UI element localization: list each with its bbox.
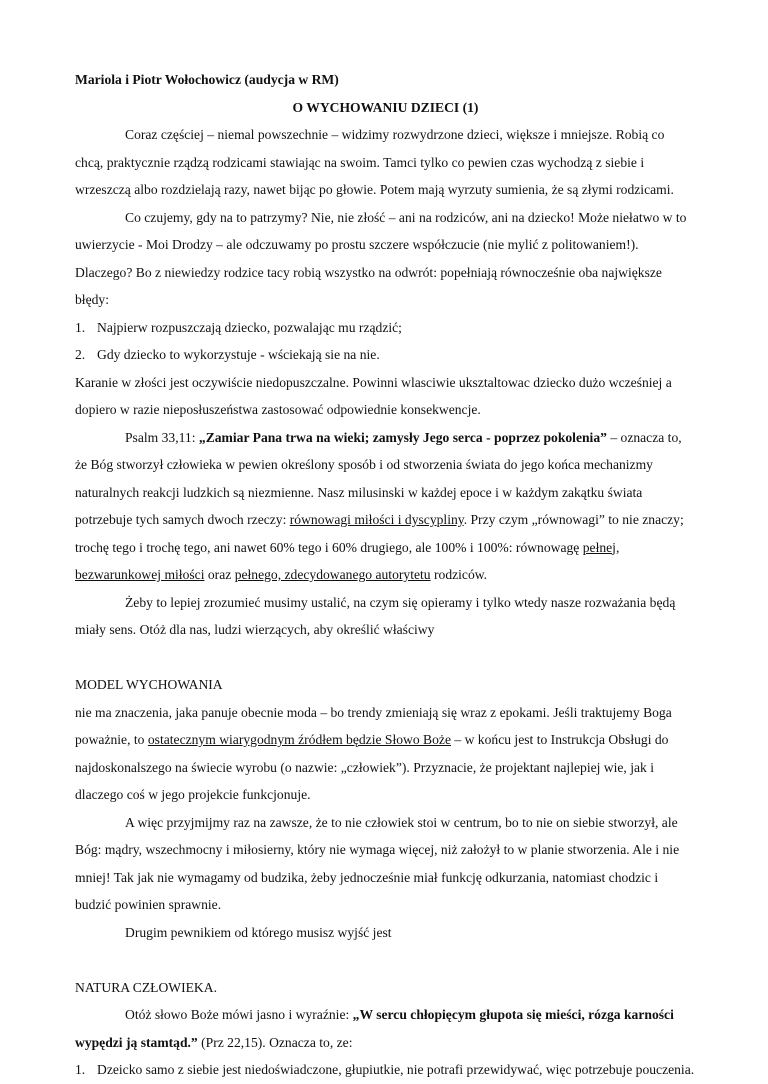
- list-text: Gdy dziecko to wykorzystuje - wściekają sie na nie.: [97, 347, 380, 362]
- list-text: Dzeicko samo z siebie jest niedoświadczone, głupiutkie, nie potrafi przewidywać, więc potrzebuje pouczenia.: [97, 1062, 695, 1077]
- list-item: [75, 1056, 696, 1084]
- list-number: 1.: [75, 1062, 86, 1077]
- spacer: [75, 946, 696, 974]
- paragraph-2: Co czujemy, gdy na to patrzymy? Nie, nie złość – ani na rodziców, ani na dziecko! Może niełatwo w to uwierzycie - Moi Drodzy – ale odczuwamy po prostu szczere współczucie (nie mylić z politowaniem!). Dlaczego? Bo z niewiedzy rodzice tacy robią wszystko na odwrót: popełniają równocześnie oba największe błędy:: [75, 209, 687, 307]
- list-item: [75, 314, 696, 342]
- underlined-phrase: pełnej, bezwarunkowej miłości: [75, 539, 620, 582]
- section-heading-model: MODEL WYCHOWANIA: [75, 677, 223, 692]
- document-title: O WYCHOWANIU DZIECI (1): [292, 99, 479, 115]
- section-heading-nature: NATURA CZŁOWIEKA.: [75, 979, 217, 995]
- proverb-quote: „W sercu chłopięcym głupota się mieści, rózga karności wypędzi ją stamtąd.”: [75, 1007, 674, 1050]
- spacer: [75, 644, 696, 672]
- paragraph-4-text: . Przy czym „równowagi” to nie znaczy; trochę tego i trochę tego, ani nawet 60% tego i 60% drugiego, ale 100% i 100%: równowagę: [75, 512, 684, 555]
- paragraph-4-text: rodziców.: [430, 567, 488, 582]
- paragraph-8: Drugim pewnikiem od którego musisz wyjść jest: [125, 924, 392, 940]
- list-item: [75, 341, 696, 369]
- psalm-reference: Psalm 33,11:: [125, 429, 199, 445]
- paragraph-3: Karanie w złości jest oczywiście niedopuszczalne. Powinni wlasciwie uksztaltowac dziecko dużo wcześniej a dopiero w razie nieposłuszeństwa zastosować odpowiednie konsekwencje.: [75, 374, 672, 417]
- psalm-quote: „Zamiar Pana trwa na wieki; zamysły Jego serca - poprzez pokolenia”: [198, 429, 607, 445]
- paragraph-9-text: (Prz 22,15). Oznacza to, ze:: [197, 1034, 353, 1050]
- paragraph-6-text: nie ma znaczenia, jaka panuje obecnie moda – bo trendy zmieniają się wraz z epokami. Jeśli traktujemy Boga poważnie, to: [75, 704, 672, 747]
- paragraph-9: [75, 1001, 696, 1056]
- list-number: 1.: [75, 319, 86, 335]
- paragraph-1: Coraz częściej – niemal powszechnie – widzimy rozwydrzone dzieci, większe i mniejsze. Robią co chcą, praktycznie rządzą rodzicami stawiając na swoim. Tamci tylko co pewien czas wychodzą z siebie i wrzeszczą albo rozdzielają razy, nawet bijąc po głowie. Potem mają wyrzuty sumienia, że są złymi rodzicami.: [75, 127, 674, 197]
- paragraph-4: [75, 424, 696, 589]
- list-text: Najpierw rozpuszczają dziecko, pozwalając mu rządzić;: [97, 319, 402, 335]
- paragraph-7: A więc przyjmijmy raz na zawsze, że to nie człowiek stoi w centrum, bo to nie on siebie stworzył, ale Bóg: mądry, wszechmocny i miłosierny, który nie wymaga więcej, niż założył to w planie stworzenia. Ale i nie mniej! Tak jak nie wymagamy od budzika, żeby jednocześnie miał funkcję odkurzania, natomiast chodzic i budzić powinien sprawnie.: [75, 814, 680, 912]
- underlined-phrase: pełnego, zdecydowanego autorytetu: [234, 567, 431, 582]
- paragraph-9-text: Otóż słowo Boże mówi jasno i wyraźnie:: [125, 1007, 353, 1022]
- paragraph-5: Żeby to lepiej zrozumieć musimy ustalić, na czym się opieramy i tylko wtedy nasze rozważania będą miały sens. Otóż dla nas, ludzi wierzących, aby określić właściwy: [75, 594, 676, 637]
- paragraph-4-text: – oznacza to, że Bóg stworzył człowieka w pewien określony sposób i od stworzenia świata do jego końca mechanizmy naturalnych reakcji ludzkich są niezmienne. Nasz milusinski w każdej epoce i w każdym zakątku świata potrzebuje tych samych dwoch rzeczy:: [75, 429, 682, 527]
- paragraph-6: [75, 699, 696, 809]
- list-number: 2.: [75, 347, 86, 362]
- paragraph-6-text: – w końcu jest to Instrukcja Obsługi do najdoskonalszego na świecie wyrobu (o nazwie: „człowiek”). Przyznacie, że projektant najlepiej wie, jak i dlaczego coś w jego projekcie funkcjonuje.: [75, 732, 669, 802]
- paragraph-4-text: oraz: [204, 567, 235, 582]
- underlined-phrase: ostatecznym wiarygodnym źródłem będzie Słowo Boże: [147, 732, 451, 747]
- underlined-phrase: równowagi miłości i dyscypliny: [289, 512, 464, 527]
- author-line: Mariola i Piotr Wołochowicz (audycja w RM): [75, 72, 339, 87]
